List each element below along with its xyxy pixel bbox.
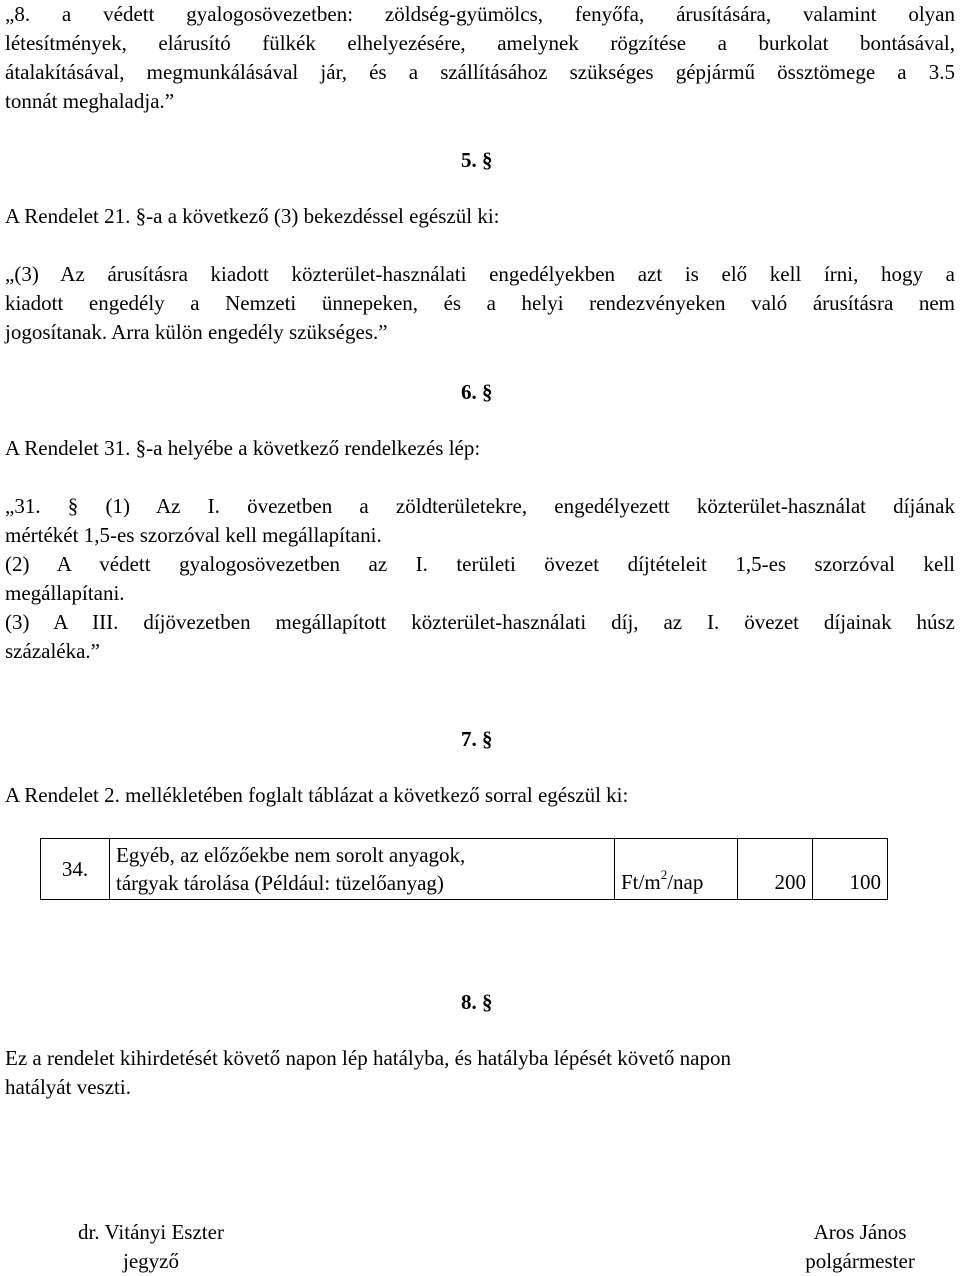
unit-prefix: Ft/m <box>621 870 661 894</box>
signatory-title: jegyző <box>123 1249 179 1273</box>
signatory-name: dr. Vitányi Eszter <box>78 1220 224 1244</box>
text-line: A Rendelet 2. mellékletében foglalt táblázat a következő sorral egészül ki: <box>5 783 629 807</box>
text-line: százaléka.” <box>5 639 101 663</box>
value-cell: 200 <box>738 839 813 900</box>
unit-superscript: 2 <box>660 867 668 882</box>
section-8-heading: 8. § <box>461 990 493 1014</box>
table-row <box>41 839 888 900</box>
section-6-intro <box>5 434 955 463</box>
section-7-intro <box>5 781 955 810</box>
text-line: mértékét 1,5-es szorzóval kell megállapítani. <box>5 523 382 547</box>
text-line: megállapítani. <box>5 581 125 605</box>
description-line: tárgyak tárolása (Például: tüzelőanyag) <box>116 871 444 895</box>
signature-right <box>775 1218 945 1276</box>
section-6-paragraph-2 <box>5 550 955 608</box>
description-line: Egyéb, az előzőekbe nem sorolt anyagok, <box>116 843 466 867</box>
text-line: létesítmények, elárusító fülkék elhelyezésére, amelynek rögzítése a burkolat bontásával, <box>5 31 955 55</box>
section-6-paragraph-1 <box>5 492 955 550</box>
text-line: A Rendelet 31. §-a helyébe a következő rendelkezés lép: <box>5 436 481 460</box>
text-line: kiadott engedély a Nemzeti ünnepeken, és a helyi rendezvényeken való árusításra nem <box>5 291 955 315</box>
text-line: átalakításával, megmunkálásával jár, és a szállításához szükséges gépjármű össztömege a 3.5 <box>5 60 955 84</box>
section-7-heading: 7. § <box>461 727 493 751</box>
section-6-heading: 6. § <box>461 380 493 404</box>
section-5-intro <box>5 202 955 231</box>
signature-left <box>41 1218 261 1276</box>
section-6-paragraph-3 <box>5 608 955 666</box>
signatory-name: Aros János <box>813 1220 907 1244</box>
section-8-body <box>5 1044 955 1102</box>
signatory-title: polgármester <box>805 1249 915 1273</box>
value-cell: 100 <box>813 839 888 900</box>
section-5-body <box>5 260 955 347</box>
unit-suffix: /nap <box>667 870 704 894</box>
text-line: „8. a védett gyalogosövezetben: zöldség-gyümölcs, fenyőfa, árusítására, valamint olyan <box>5 2 955 26</box>
text-line: A Rendelet 21. §-a a következő (3) bekezdéssel egészül ki: <box>5 204 500 228</box>
text-line: (2) A védett gyalogosövezetben az I. területi övezet díjtételeit 1,5-es szorzóval kell <box>5 552 955 576</box>
text-line: „31. § (1) Az I. övezetben a zöldterületekre, engedélyezett közterület-használat díjának <box>5 494 955 518</box>
section-5-heading: 5. § <box>461 148 493 172</box>
text-line: jogosítanak. Arra külön engedély szükséges.” <box>5 320 388 344</box>
description-cell <box>110 839 615 900</box>
unit-cell <box>615 839 738 900</box>
text-line: Ez a rendelet kihirdetését követő napon lép hatályba, és hatályba lépését követő napon <box>5 1046 731 1070</box>
intro-paragraph <box>5 0 955 116</box>
text-line: hatályát veszti. <box>5 1075 131 1099</box>
row-number-cell: 34. <box>41 839 110 900</box>
text-line: „(3) Az árusításra kiadott közterület-használati engedélyekben azt is elő kell írni, hogy a <box>5 262 955 286</box>
amendment-table <box>40 838 888 900</box>
text-line: (3) A III. díjövezetben megállapított közterület-használati díj, az I. övezet díjainak húsz <box>5 610 955 634</box>
text-line: tonnát meghaladja.” <box>5 89 175 113</box>
